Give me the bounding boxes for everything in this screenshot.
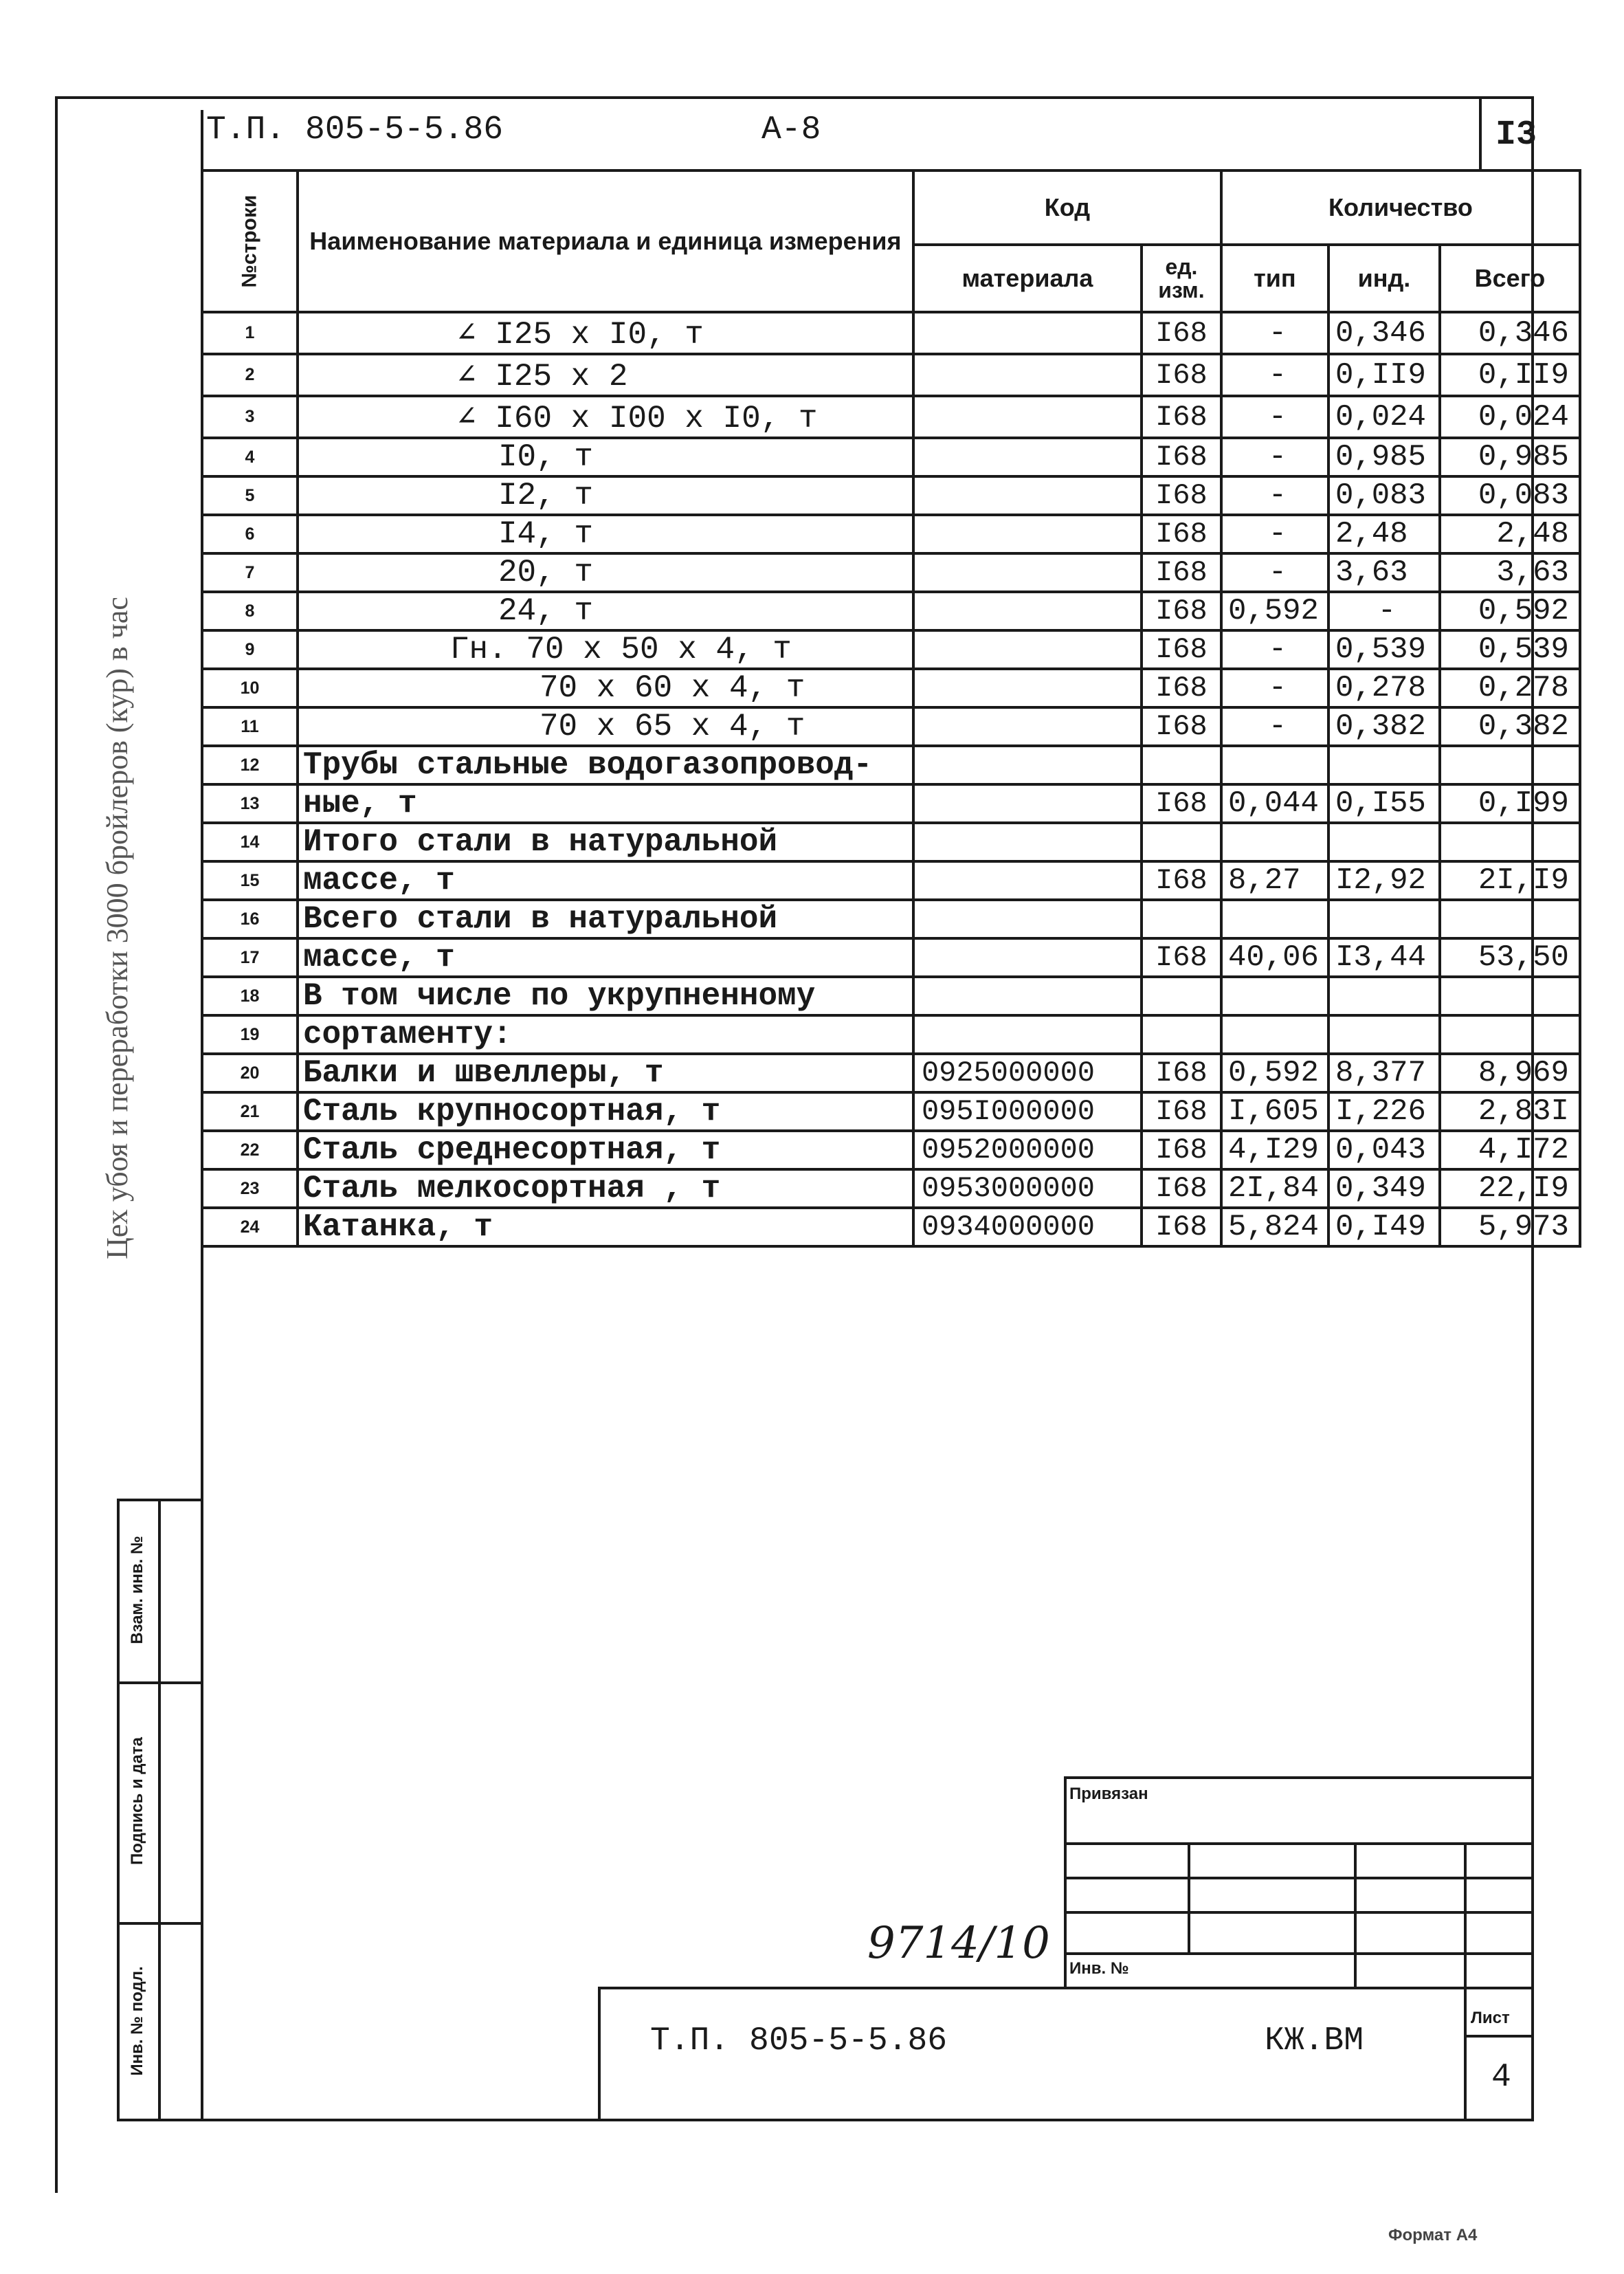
qty-type-cell: - [1221, 476, 1328, 515]
table-row [202, 476, 1580, 515]
qty-ind-cell: 3,63 [1328, 553, 1440, 592]
stamp-inv-label: Инв. № [1069, 1959, 1129, 1978]
header-qty-total: Всего [1440, 245, 1580, 312]
material-name-cell: ∠ I25 x 2 [298, 354, 913, 396]
side-caption: Цех убоя и переработки 3000 бройлеров (кур) в час [100, 597, 134, 1259]
material-code-cell [913, 823, 1142, 861]
material-name-cell: массе, т [298, 938, 913, 977]
table-row [202, 1208, 1580, 1246]
qty-type-cell: 2I,84 [1221, 1169, 1328, 1208]
title-row-left [598, 1987, 601, 2121]
qty-total-cell: 53,50 [1440, 938, 1580, 977]
table-header-row [202, 170, 1580, 245]
material-code-cell [913, 515, 1142, 553]
qty-type-cell: - [1221, 354, 1328, 396]
qty-type-cell: - [1221, 396, 1328, 438]
unit-code-cell: I68 [1142, 438, 1221, 476]
table-row [202, 515, 1580, 553]
table-row [202, 1169, 1580, 1208]
qty-total-cell: 2,83I [1440, 1092, 1580, 1131]
material-code-cell [913, 476, 1142, 515]
unit-code-cell: I68 [1142, 354, 1221, 396]
table-row [202, 438, 1580, 476]
qty-total-cell: 0,278 [1440, 669, 1580, 707]
qty-ind-cell: 8,377 [1328, 1054, 1440, 1092]
qty-type-cell: 40,06 [1221, 938, 1328, 977]
qty-total-cell [1440, 977, 1580, 1015]
table-row [202, 312, 1580, 354]
material-name-cell: Сталь мелкосортная , т [298, 1169, 913, 1208]
qty-ind-cell: 0,I55 [1328, 784, 1440, 823]
row-number-cell: 15 [202, 861, 298, 900]
material-name-cell: Всего стали в натуральной [298, 900, 913, 938]
row-number-cell: 24 [202, 1208, 298, 1246]
qty-ind-cell: 0,346 [1328, 312, 1440, 354]
row-number-cell: 18 [202, 977, 298, 1015]
table-row [202, 1054, 1580, 1092]
unit-code-cell: I68 [1142, 861, 1221, 900]
qty-ind-cell: 0,349 [1328, 1169, 1440, 1208]
qty-ind-cell: I,226 [1328, 1092, 1440, 1131]
stamp-col-3 [1464, 1842, 1467, 2121]
unit-code-cell [1142, 977, 1221, 1015]
material-name-cell: Сталь крупносортная, т [298, 1092, 913, 1131]
table-row [202, 746, 1580, 784]
qty-ind-cell: 0,043 [1328, 1131, 1440, 1169]
row-number-cell: 1 [202, 312, 298, 354]
unit-code-cell: I68 [1142, 784, 1221, 823]
qty-type-cell: I,605 [1221, 1092, 1328, 1131]
material-name-cell: сортаменту: [298, 1015, 913, 1054]
qty-type-cell [1221, 1015, 1328, 1054]
header-code: Код [913, 170, 1221, 245]
material-code-cell [913, 396, 1142, 438]
unit-code-cell: I68 [1142, 938, 1221, 977]
material-name-cell: ∠ I25 x I0, т [298, 312, 913, 354]
material-code-cell: 0934000000 [913, 1208, 1142, 1246]
qty-type-cell: 8,27 [1221, 861, 1328, 900]
material-code-cell [913, 669, 1142, 707]
material-code-cell [913, 630, 1142, 669]
margin-signature-date-label: Подпись и дата [128, 1737, 146, 1865]
unit-code-cell: I68 [1142, 669, 1221, 707]
margin-swap-inv-label: Взам. инв. № [128, 1536, 146, 1644]
material-name-cell: В том числе по укрупненному [298, 977, 913, 1015]
material-code-cell: 0952000000 [913, 1131, 1142, 1169]
qty-type-cell: - [1221, 630, 1328, 669]
qty-type-cell: - [1221, 707, 1328, 746]
stamp-col-1 [1188, 1842, 1190, 1952]
material-code-cell [913, 354, 1142, 396]
material-code-cell: 0953000000 [913, 1169, 1142, 1208]
qty-type-cell [1221, 746, 1328, 784]
table-row [202, 784, 1580, 823]
title-designation: КЖ.ВМ [1265, 2022, 1364, 2060]
qty-total-cell: 5,973 [1440, 1208, 1580, 1246]
sheet-label: Лист [1471, 2009, 1510, 2027]
row-number-cell: 12 [202, 746, 298, 784]
qty-ind-cell: 0,II9 [1328, 354, 1440, 396]
table-row [202, 938, 1580, 977]
qty-ind-cell: 0,278 [1328, 669, 1440, 707]
qty-ind-cell [1328, 900, 1440, 938]
row-number-cell: 11 [202, 707, 298, 746]
row-number-cell: 20 [202, 1054, 298, 1092]
unit-code-cell: I68 [1142, 476, 1221, 515]
material-spec-table [201, 169, 1581, 1248]
qty-type-cell: - [1221, 515, 1328, 553]
qty-ind-cell: 0,382 [1328, 707, 1440, 746]
qty-type-cell: 0,044 [1221, 784, 1328, 823]
material-name-cell: Катанка, т [298, 1208, 913, 1246]
material-code-cell [913, 438, 1142, 476]
material-name-cell: I2, т [298, 476, 913, 515]
row-number-cell: 14 [202, 823, 298, 861]
material-name-cell: Итого стали в натуральной [298, 823, 913, 861]
qty-type-cell: 5,824 [1221, 1208, 1328, 1246]
material-code-cell: 095I000000 [913, 1092, 1142, 1131]
row-number-cell: 9 [202, 630, 298, 669]
material-code-cell [913, 1015, 1142, 1054]
material-name-cell: 24, т [298, 592, 913, 630]
row-number-cell: 2 [202, 354, 298, 396]
unit-code-cell [1142, 900, 1221, 938]
qty-type-cell: - [1221, 438, 1328, 476]
margin-line-mid [158, 1499, 161, 2121]
row-number-cell: 23 [202, 1169, 298, 1208]
table-row [202, 592, 1580, 630]
qty-ind-cell [1328, 1015, 1440, 1054]
qty-ind-cell: 2,48 [1328, 515, 1440, 553]
qty-ind-cell: 0,539 [1328, 630, 1440, 669]
stamp-box-left [1064, 1776, 1067, 1989]
row-number-cell: 6 [202, 515, 298, 553]
qty-total-cell: 4,I72 [1440, 1131, 1580, 1169]
qty-total-cell: 0,592 [1440, 592, 1580, 630]
frame-bottom-line [117, 2119, 1534, 2121]
row-number-cell: 7 [202, 553, 298, 592]
unit-code-cell: I68 [1142, 707, 1221, 746]
table-row [202, 707, 1580, 746]
table-row [202, 1131, 1580, 1169]
header-album: А-8 [761, 111, 821, 148]
qty-ind-cell [1328, 977, 1440, 1015]
qty-total-cell: 22,I9 [1440, 1169, 1580, 1208]
header-quantity: Количество [1221, 170, 1580, 245]
material-code-cell [913, 784, 1142, 823]
frame-top-line [55, 96, 1533, 99]
qty-type-cell [1221, 823, 1328, 861]
qty-total-cell: 2I,I9 [1440, 861, 1580, 900]
table-row [202, 396, 1580, 438]
material-code-cell [913, 977, 1142, 1015]
qty-type-cell: 4,I29 [1221, 1131, 1328, 1169]
unit-code-cell: I68 [1142, 1092, 1221, 1131]
qty-total-cell: 0,024 [1440, 396, 1580, 438]
margin-line-outer [117, 1499, 120, 2121]
material-name-cell: I0, т [298, 438, 913, 476]
table-row [202, 900, 1580, 938]
unit-code-cell [1142, 1015, 1221, 1054]
unit-code-cell [1142, 823, 1221, 861]
table-row [202, 1092, 1580, 1131]
qty-ind-cell: 0,024 [1328, 396, 1440, 438]
material-name-cell: I4, т [298, 515, 913, 553]
table-row [202, 977, 1580, 1015]
unit-code-cell: I68 [1142, 553, 1221, 592]
qty-type-cell [1221, 900, 1328, 938]
qty-total-cell [1440, 746, 1580, 784]
qty-type-cell: - [1221, 669, 1328, 707]
qty-total-cell: 0,II9 [1440, 354, 1580, 396]
margin-sep-1 [117, 1681, 203, 1684]
row-number-cell: 17 [202, 938, 298, 977]
row-number-cell: 13 [202, 784, 298, 823]
header-qty-ind: инд. [1328, 245, 1440, 312]
table-row [202, 861, 1580, 900]
qty-total-cell: 0,346 [1440, 312, 1580, 354]
handwritten-inventory-number: 9714/10 [867, 1918, 1050, 1969]
material-name-cell: 20, т [298, 553, 913, 592]
row-number-cell: 22 [202, 1131, 298, 1169]
unit-code-cell: I68 [1142, 1054, 1221, 1092]
title-row-top [598, 1987, 1534, 1989]
margin-inv-original-label: Инв. № подл. [128, 1966, 146, 2076]
qty-ind-cell: I2,92 [1328, 861, 1440, 900]
material-name-cell: ные, т [298, 784, 913, 823]
header-row-number: №строки [202, 170, 298, 312]
unit-code-cell: I68 [1142, 515, 1221, 553]
qty-ind-cell: 0,985 [1328, 438, 1440, 476]
row-number-cell: 19 [202, 1015, 298, 1054]
header-material-name: Наименование материала и единица измерения [298, 170, 913, 312]
stamp-box-top [1064, 1776, 1534, 1779]
material-code-cell [913, 312, 1142, 354]
qty-total-cell [1440, 823, 1580, 861]
sheet-number: 4 [1491, 2059, 1511, 2096]
row-number-cell: 4 [202, 438, 298, 476]
table-row [202, 823, 1580, 861]
table-row [202, 354, 1580, 396]
qty-ind-cell: 0,I49 [1328, 1208, 1440, 1246]
qty-total-cell: 0,985 [1440, 438, 1580, 476]
qty-total-cell: 2,48 [1440, 515, 1580, 553]
table-row [202, 553, 1580, 592]
unit-code-cell [1142, 746, 1221, 784]
row-number-cell: 10 [202, 669, 298, 707]
frame-left-line [55, 96, 58, 2193]
qty-ind-cell: 0,083 [1328, 476, 1440, 515]
unit-code-cell: I68 [1142, 312, 1221, 354]
unit-code-cell: I68 [1142, 1169, 1221, 1208]
qty-ind-cell: - [1328, 592, 1440, 630]
header-qty-type: тип [1221, 245, 1328, 312]
qty-total-cell: 0,539 [1440, 630, 1580, 669]
row-number-cell: 3 [202, 396, 298, 438]
page-number: I3 [1495, 115, 1537, 155]
material-code-cell [913, 938, 1142, 977]
qty-type-cell: 0,592 [1221, 1054, 1328, 1092]
qty-total-cell [1440, 1015, 1580, 1054]
qty-type-cell [1221, 977, 1328, 1015]
qty-total-cell: 3,63 [1440, 553, 1580, 592]
stamp-col-2 [1354, 1842, 1357, 1987]
qty-type-cell: - [1221, 553, 1328, 592]
qty-ind-cell [1328, 823, 1440, 861]
material-name-cell: Гн. 70 x 50 x 4, т [298, 630, 913, 669]
material-name-cell: Сталь среднесортная, т [298, 1131, 913, 1169]
unit-code-cell: I68 [1142, 396, 1221, 438]
material-name-cell: 70 x 65 x 4, т [298, 707, 913, 746]
material-code-cell [913, 900, 1142, 938]
qty-total-cell [1440, 900, 1580, 938]
material-name-cell: 70 x 60 x 4, т [298, 669, 913, 707]
title-project-code: Т.П. 805-5-5.86 [650, 2022, 948, 2060]
sheet-box-divider [1464, 2035, 1534, 2038]
qty-type-cell: - [1221, 312, 1328, 354]
qty-total-cell: 0,I99 [1440, 784, 1580, 823]
material-code-cell [913, 592, 1142, 630]
header-code-unit: ед. изм. [1142, 245, 1221, 312]
qty-total-cell: 8,969 [1440, 1054, 1580, 1092]
qty-total-cell: 0,382 [1440, 707, 1580, 746]
material-code-cell [913, 861, 1142, 900]
row-number-cell: 5 [202, 476, 298, 515]
material-code-cell [913, 553, 1142, 592]
table-row [202, 630, 1580, 669]
qty-type-cell: 0,592 [1221, 592, 1328, 630]
material-code-cell [913, 746, 1142, 784]
row-number-cell: 8 [202, 592, 298, 630]
qty-ind-cell [1328, 746, 1440, 784]
table-body [202, 312, 1580, 1246]
table-row [202, 1015, 1580, 1054]
table-row [202, 669, 1580, 707]
material-name-cell: массе, т [298, 861, 913, 900]
stamp-linked-label: Привязан [1069, 1785, 1148, 1803]
qty-ind-cell: I3,44 [1328, 938, 1440, 977]
unit-code-cell: I68 [1142, 592, 1221, 630]
material-name-cell: ∠ I60 x I00 x I0, т [298, 396, 913, 438]
page-number-box-line [1479, 96, 1482, 172]
material-name-cell: Трубы стальные водогазопровод- [298, 746, 913, 784]
unit-code-cell: I68 [1142, 630, 1221, 669]
header-code-material: материала [913, 245, 1142, 312]
footer-format: Формат А4 [1388, 2226, 1478, 2244]
header-project-code: Т.П. 805-5-5.86 [206, 111, 504, 148]
material-name-cell: Балки и швеллеры, т [298, 1054, 913, 1092]
material-code-cell: 0925000000 [913, 1054, 1142, 1092]
qty-total-cell: 0,083 [1440, 476, 1580, 515]
material-code-cell [913, 707, 1142, 746]
unit-code-cell: I68 [1142, 1208, 1221, 1246]
row-number-cell: 16 [202, 900, 298, 938]
row-number-cell: 21 [202, 1092, 298, 1131]
unit-code-cell: I68 [1142, 1131, 1221, 1169]
